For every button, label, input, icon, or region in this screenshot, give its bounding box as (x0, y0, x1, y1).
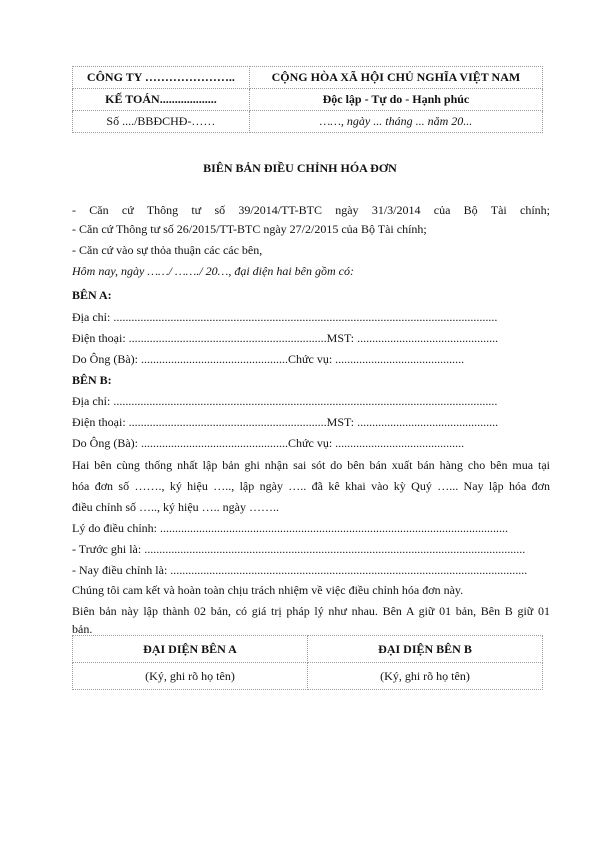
agreement-line-1: Hai bên cùng thống nhất lập bản ghi nhận sai sót do bên bán xuất bán hàng cho bên mua tại (72, 458, 550, 472)
basis-line-3: - Căn cứ vào sự thỏa thuận các các bên, (72, 243, 263, 257)
commitment-line: Chúng tôi cam kết và hoàn toàn chịu trách nhiệm về việc điều chỉnh hóa đơn này. (72, 583, 464, 597)
document-title: BIÊN BẢN ĐIỀU CHỈNH HÓA ĐƠN (203, 161, 397, 175)
party-a-heading: BÊN A: (72, 288, 112, 302)
copies-line-2: bản. (72, 622, 93, 636)
signature-a-title: ĐẠI DIỆN BÊN A (73, 636, 308, 663)
party-b-heading: BÊN B: (72, 373, 112, 387)
today-line: Hôm nay, ngày ……/ ……./ 20…, đại diện hai bên gồm có: (72, 264, 354, 278)
basis-line-1: - Căn cứ Thông tư số 39/2014/TT-BTC ngày 31/3/2014 của Bộ Tài chính; (72, 203, 550, 217)
signature-b-title: ĐẠI DIỆN BÊN B (308, 636, 543, 663)
agreement-line-2: hóa đơn số ……., ký hiệu ….., lập ngày ….. đã kê khai vào kỳ Quý …... Nay lập hóa đơn (72, 479, 550, 493)
after-adjust: - Nay điều chỉnh là: ....................................................................................................................... (72, 563, 528, 577)
document-date: ……, ngày ... tháng ... năm 20... (249, 111, 542, 133)
signature-a-note: (Ký, ghi rõ họ tên) (73, 663, 308, 690)
adjust-reason: Lý do điều chỉnh: .................................................................................................................... (72, 521, 508, 535)
basis-line-2: - Căn cứ Thông tư số 26/2015/TT-BTC ngày 27/2/2015 của Bộ Tài chính; (72, 222, 427, 236)
signature-b-note: (Ký, ghi rõ họ tên) (308, 663, 543, 690)
country-name: CỘNG HÒA XÃ HỘI CHỦ NGHĨA VIỆT NAM (249, 67, 542, 89)
header-table (72, 66, 543, 133)
party-a-phone: Điện thoại: ..................................................................MST: ............................................... (72, 331, 499, 345)
party-a-representative: Do Ông (Bà): .................................................Chức vụ: ........................................... (72, 352, 465, 366)
before-adjust: - Trước ghi là: ............................................................................................................................... (72, 542, 526, 556)
party-a-address: Địa chỉ: ................................................................................................................................ (72, 310, 498, 324)
party-b-representative: Do Ông (Bà): .................................................Chức vụ: ........................................... (72, 436, 465, 450)
document-number: Số ..../BBĐCHĐ-…… (73, 111, 250, 133)
accounting-dept: KẾ TOÁN................... (73, 89, 250, 111)
party-b-address: Địa chỉ: ................................................................................................................................ (72, 394, 498, 408)
party-b-phone: Điện thoại: ..................................................................MST: ............................................... (72, 415, 499, 429)
signature-table (72, 635, 543, 690)
agreement-line-3: điều chỉnh số ….., ký hiệu ….. ngày …….. (72, 500, 279, 514)
copies-line-1: Biên bản này lập thành 02 bản, có giá trị pháp lý như nhau. Bên A giữ 01 bản, Bên B giữ 01 (72, 604, 550, 618)
company-name: CÔNG TY ………………….. (73, 67, 250, 89)
national-motto: Độc lập - Tự do - Hạnh phúc (249, 89, 542, 111)
